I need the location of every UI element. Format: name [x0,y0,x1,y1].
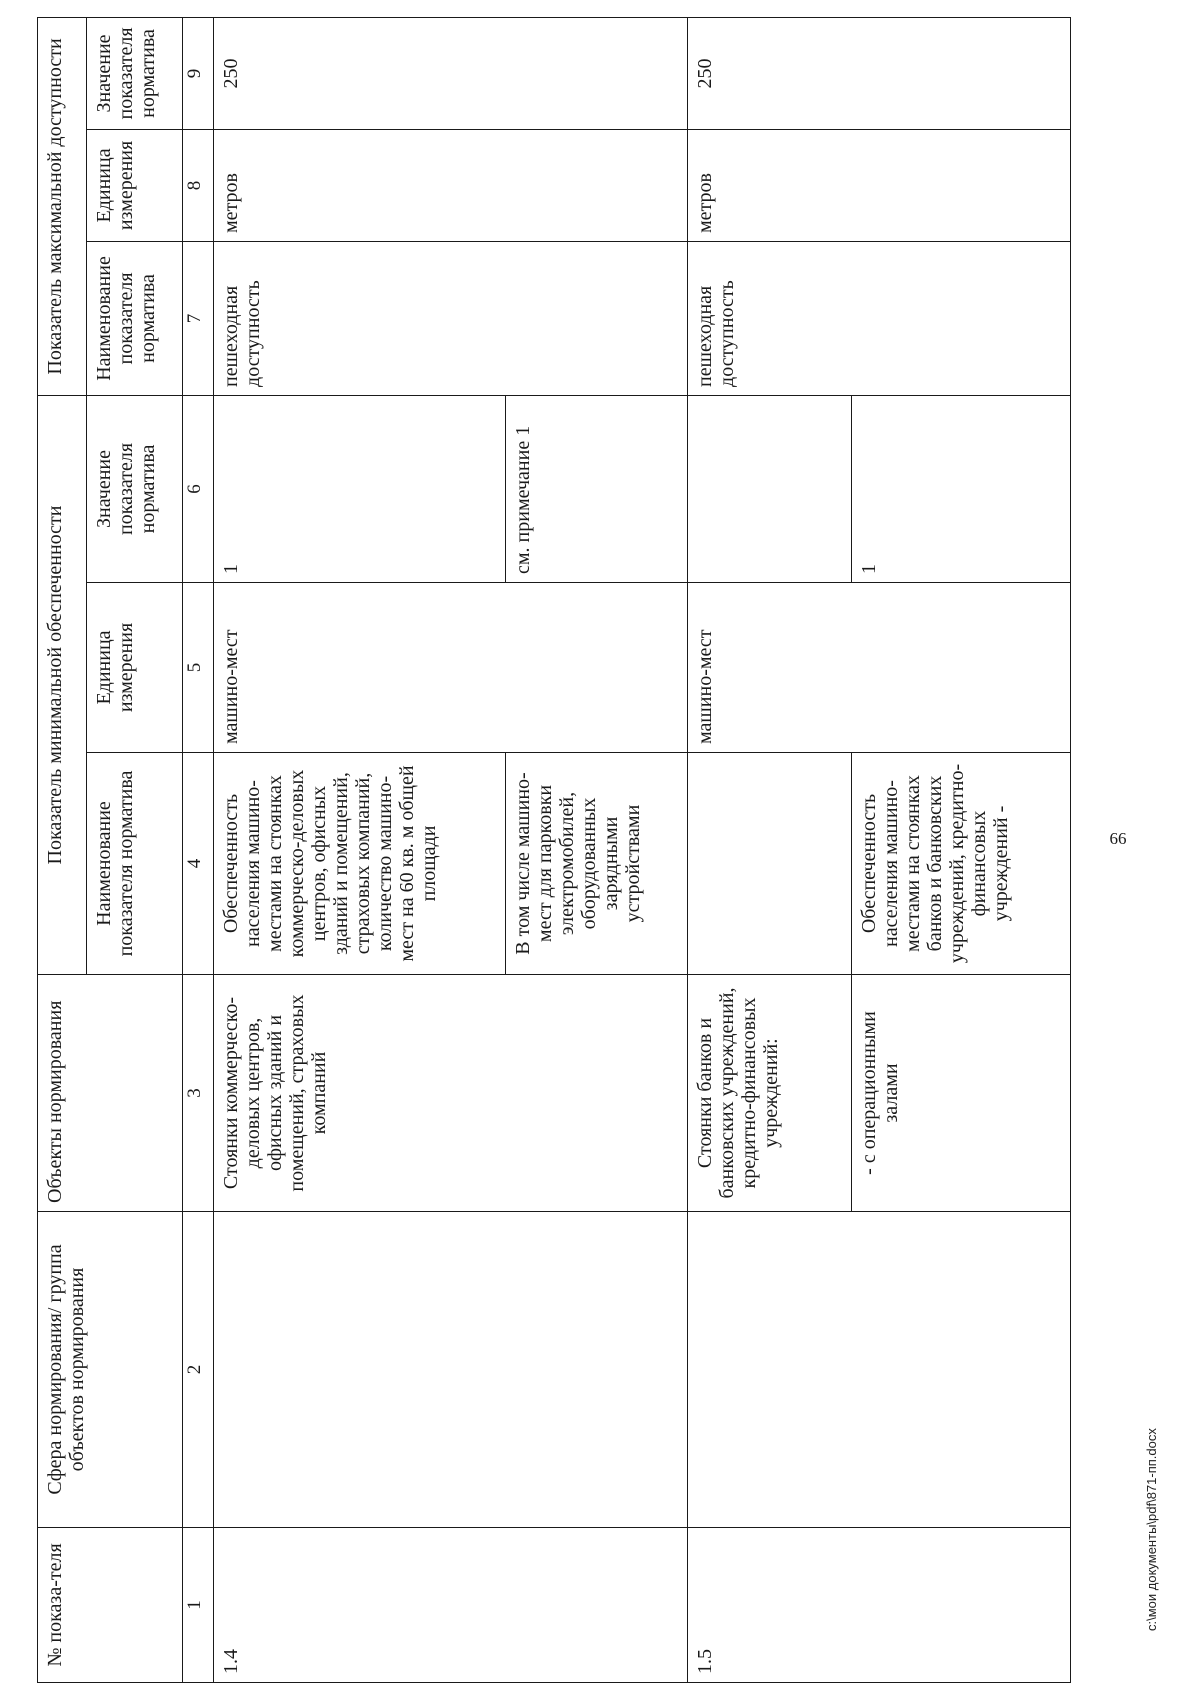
column-number: 9 [182,17,214,129]
row-object: Стоянки коммерческо-деловых центров, офисных зданий и помещений, страховых компаний [214,975,688,1212]
page-number: 66 [1109,829,1127,848]
row-max-value: 250 [214,17,688,129]
column-number: 5 [182,583,214,753]
row-max-value: 250 [688,17,1071,129]
row-number: 1.4 [214,1528,688,1683]
row-max-unit: метров [688,129,1071,241]
row-sphere [688,1212,1071,1528]
column-number: 8 [182,129,214,241]
column-number: 6 [182,395,214,582]
row-min-name [688,753,852,975]
column-number: 4 [182,753,214,975]
row-max-unit: метров [214,129,688,241]
row-min-value: 1 [214,395,506,582]
row-min-value [688,395,852,582]
header-max-unit: Единица измерения [86,129,182,241]
row-max-name: пешеходная доступность [214,241,688,395]
row-object: Стоянки банков и банковских учреждений, кредитно-финансовых учреждений: [688,975,852,1212]
header-min-value: Значение показателя норматива [86,395,182,582]
row-sub-object: - с операционными залами [852,975,1071,1212]
header-max-accessibility: Показатель максимальной доступности [38,17,87,395]
row-sub-value: 1 [852,395,1071,582]
footer-file-path: c:\мои документы\pdf\871-пп.docx [1144,1428,1159,1631]
standards-table [37,17,1071,1683]
header-objects: Объекты нормирования [38,975,183,1212]
row-number: 1.5 [688,1528,1071,1683]
header-max-value: Значение показателя норматива [86,17,182,129]
header-sphere: Сфера нормирования/ группа объектов нормирования [38,1212,183,1528]
header-max-name: Наименование показателя норматива [86,241,182,395]
header-min-name: Наименование показателя норматива [86,753,182,975]
row-min-unit: машино-мест [688,583,1071,753]
column-number: 3 [182,975,214,1212]
row-max-name: пешеходная доступность [688,241,1071,395]
row-sphere [214,1212,688,1528]
column-number: 2 [182,1212,214,1528]
header-indicator-number: № показа-теля [38,1528,183,1683]
row-sub-name: Обеспеченность населения машино-местами на стоянках банков и банковских учреждений, кредитно-финансовых учреждений - [852,753,1071,975]
row-sub-name: В том числе машино-мест для парковки электромобилей, оборудованных зарядными устройствами [505,753,687,975]
row-min-unit: машино-мест [214,583,688,753]
column-number: 1 [182,1528,214,1683]
header-min-unit: Единица измерения [86,583,182,753]
column-number: 7 [182,241,214,395]
row-sub-value: см. примечание 1 [505,395,687,582]
header-min-provision: Показатель минимальной обеспеченности [38,395,87,974]
row-min-name: Обеспеченность населения машино-местами на стоянках коммерческо-деловых центров, офисных зданий и помещений, страховых компаний, количество машино-мест на 60 кв. м общей площади [214,753,506,975]
